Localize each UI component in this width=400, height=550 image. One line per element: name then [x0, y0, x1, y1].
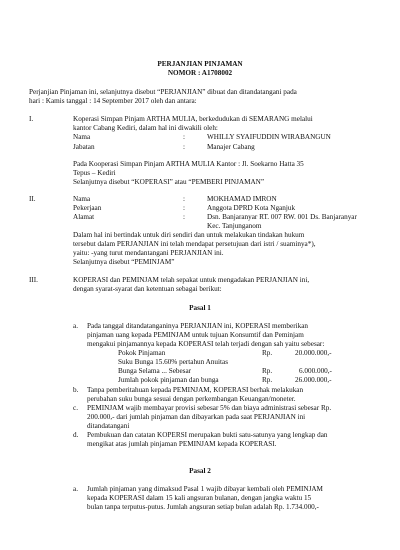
interest-value: 6.000.000,- — [299, 367, 332, 375]
party1-position-label: Jabatan — [73, 143, 95, 151]
party1-name-value: WHILLY SYAIFUDDIN WIRABANGUN — [207, 133, 331, 141]
pasal-1-d-label: d. — [73, 431, 79, 439]
document-number: NOMOR : A1708002 — [167, 69, 233, 77]
pasal-1-b-line-2: perubahan suku bunga sesuai dengan perkembangan Keuangan/moneter. — [87, 395, 296, 403]
interest-label: Bunga Selama ... Sebesar — [118, 367, 192, 375]
section-2-line-3: yaitu: -yang turut mendantangani PERJANJIAN ini. — [73, 249, 224, 257]
pasal-1-a-line-2: pinjaman uang kepada PEMINJAM untuk tujuan Konsumtif dan Peminjam — [87, 331, 304, 339]
pasal-1-d-line-2: mengikat atas jumlah pinjaman PEMINJAM kepada KOPERASI. — [87, 440, 277, 448]
pasal-2-title: Pasal 2 — [189, 467, 211, 475]
total-currency: Rp. — [262, 376, 273, 384]
party1-name-label: Nama — [73, 133, 91, 141]
pasal-1-b-line-1: Tanpa pemberitahuan kepada PEMINJAM, KOPERASI berhak melakukan — [87, 386, 304, 394]
principal-value: 20.000.000,- — [295, 349, 332, 357]
section-1-line-2: kantor Cabang Kediri, dalam hal ini diwakili oleh: — [73, 124, 218, 132]
pasal-1-a-label: a. — [73, 322, 78, 330]
principal-label: Pokok Pinjaman — [118, 349, 166, 357]
party2-address-value-2: Kec. Tanjunganom — [207, 222, 262, 230]
pasal-1-c-line-1: PEMINJAM wajib membayar provisi sebesar 5% dan biaya administrasi sebesar Rp. — [87, 404, 332, 412]
pasal-1-a-line-3: mengakui pinjamannya kepada KOPERASI telah terjadi dengan sah yaitu sebesar: — [87, 340, 325, 348]
party2-job-colon: : — [183, 204, 185, 212]
party1-name-colon: : — [183, 133, 185, 141]
pasal-1-c-label: c. — [73, 404, 78, 412]
pasal-1-title: Pasal 1 — [189, 304, 211, 312]
party2-name-value: MOKHAMAD IMRON — [207, 195, 277, 203]
total-value: 26.000.000,- — [295, 376, 332, 384]
principal-currency: Rp. — [262, 349, 273, 357]
party2-address-label: Alamat — [73, 213, 95, 221]
pasal-1-c-line-3: ditandatangani — [87, 422, 130, 430]
party2-address-colon: : — [183, 213, 185, 221]
pasal-2-a-line-2: kepada KOPERASI dalam 15 kali angsuran bulanan, dengan jangka waktu 15 — [87, 494, 312, 502]
section-2-number: II. — [29, 195, 36, 203]
party2-name-label: Nama — [73, 195, 91, 203]
pasal-1-a-line-1: Pada tanggal ditandatanganinya PERJANJIAN ini, KOPERASI memberikan — [87, 322, 308, 330]
party2-job-value: Anggota DPRD Kota Nganjuk — [207, 204, 296, 212]
pasal-2-a-label: a. — [73, 485, 78, 493]
party2-job-label: Pekerjaan — [73, 204, 102, 212]
section-3-line-1: KOPERASI dan PEMINJAM telah sepakat untuk mengadakan PERJANJIAN ini, — [73, 276, 310, 284]
party1-designation: Selanjutnya disebut “KOPERASI” atau “PEMBERI PINJAMAN” — [73, 178, 265, 186]
party2-address-value: Dsn. Banjaranyar RT. 007 RW. 001 Ds. Banjaranyar — [207, 213, 357, 221]
document-title: PERJANJIAN PINJAMAN — [157, 60, 243, 68]
section-1-number: I. — [29, 115, 34, 123]
interest-rate-label: Suku Bunga 15.60% pertahun Anuitas — [118, 358, 228, 366]
party2-name-colon: : — [183, 195, 185, 203]
party1-position-value: Manajer Cabang — [207, 143, 255, 151]
total-label: Jumlah pokok pinjaman dan bunga — [118, 376, 219, 384]
party2-designation: Selanjutnya disebut “PEMINJAM” — [73, 258, 175, 266]
pasal-1-c-line-2: 200.000,- dari jumlah pinjaman dan dibayarkan pada saat PERJANJIAN ini — [87, 413, 306, 421]
party1-office-line-1: Pada Kooperasi Simpan Pinjam ARTHA MULIA Kantor : Jl. Soekarno Hatta 35 — [73, 160, 304, 168]
section-3-number: III. — [29, 276, 38, 284]
section-2-line-1: Dalam hal ini bertindak untuk diri sendiri dan untuk melakukan tindakan hukum — [73, 231, 305, 239]
pasal-1-b-label: b. — [73, 386, 79, 394]
party1-office-line-2: Tepus – Kediri — [73, 169, 116, 177]
pasal-2-a-line-1: Jumlah pinjaman yang dimaksud Pasal 1 wajib dibayar kembali oleh PEMINJAM — [87, 485, 323, 493]
party1-position-colon: : — [183, 143, 185, 151]
pasal-1-d-line-1: Pembukuan dan catatan KOPERSI merupakan bukti satu-satunya yang lengkap dan — [87, 431, 328, 439]
intro-line-2: hari : Kamis tanggal : 14 September 2017 oleh dan antara: — [29, 97, 197, 105]
section-1-line-1: Koperasi Simpan Pinjam ARTHA MULIA, berkedudukan di SEMARANG melalui — [73, 115, 313, 123]
intro-line-1: Perjanjian Pinjaman ini, selanjutnya disebut “PERJANJIAN” dibuat dan ditandatangani pada — [29, 88, 297, 96]
section-2-line-2: tersebut dalam PERJANJIAN ini telah mendapat persetujuan dari istri / suaminya*), — [73, 240, 316, 248]
section-3-line-2: dengan syarat-syarat dan ketentuan sebagai berikut: — [73, 285, 222, 293]
interest-currency: Rp. — [262, 367, 273, 375]
pasal-2-a-line-3: bulan tanpa terputus-putus. Jumlah angsuran setiap bulan adalah Rp. 1.734.000,- — [87, 503, 319, 511]
